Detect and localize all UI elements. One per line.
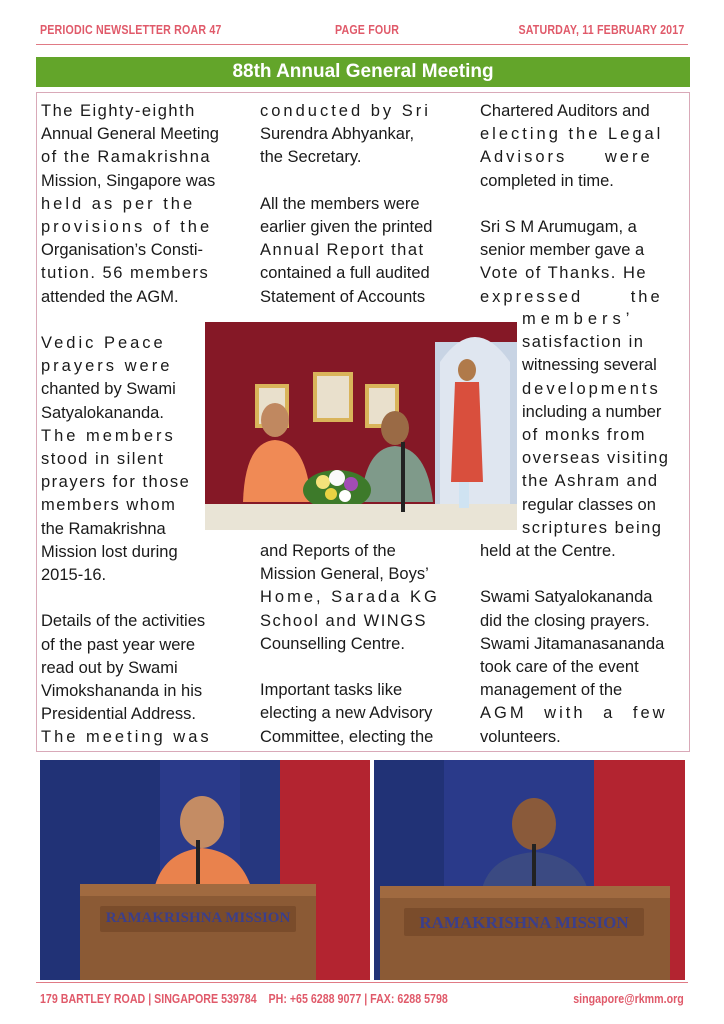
- text-line: the Secretary.: [260, 148, 362, 167]
- text-line: Mission lost during: [41, 542, 178, 561]
- text-line: witnessing several: [522, 356, 657, 375]
- text-line: members whom: [41, 496, 177, 515]
- text-line: The Eighty-eighth: [41, 102, 196, 120]
- text-line: held at the Centre.: [480, 542, 616, 560]
- text-line: Satyalokananda.: [41, 403, 164, 422]
- text-line: the Ramakrishna: [41, 519, 166, 538]
- text-line: The meeting was: [41, 728, 212, 747]
- article-column-3-bottom: [480, 540, 684, 749]
- podium-sign-right: RAMAKRISHNA MISSION: [419, 913, 629, 932]
- podium-sign-left: RAMAKRISHNA MISSION: [105, 910, 291, 926]
- text-line: Statement of Accounts: [260, 287, 426, 306]
- text-line: prayers for those: [41, 473, 191, 492]
- footer-contact: [40, 991, 448, 1006]
- text-line: The members: [41, 426, 176, 445]
- text-line: Mission General, Boys’: [260, 565, 429, 584]
- text-line: Sri S M Arumugam, a: [480, 218, 637, 236]
- text-line: and Reports of the: [260, 542, 396, 560]
- text-line: Counselling Centre.: [260, 634, 405, 653]
- footer-divider: [36, 982, 688, 983]
- text-line: Annual Report that: [260, 241, 425, 260]
- text-line: Vote of Thanks. He: [480, 264, 648, 283]
- text-line: read out by Swami: [41, 658, 178, 677]
- text-line: developments: [522, 379, 661, 398]
- text-line: Chartered Auditors and: [480, 102, 650, 120]
- text-line: of monks from: [522, 426, 647, 445]
- text-line: members’: [522, 310, 635, 328]
- footer-address: 179 BARTLEY ROAD | SINGAPORE 539784: [40, 991, 257, 1006]
- text-line: electing a new Advisory: [260, 704, 433, 723]
- text-line: the Ashram and: [522, 472, 659, 491]
- text-line: Surendra Abhyankar,: [260, 125, 415, 144]
- page-title: 88th Annual General Meeting: [36, 57, 690, 87]
- text-line: took care of the event: [480, 658, 639, 676]
- text-line: tution. 56 members: [41, 264, 210, 283]
- text-line: chanted by Swami: [41, 380, 176, 399]
- text-line: School and WINGS: [260, 611, 428, 630]
- text-line: Vedic Peace: [41, 334, 166, 353]
- text-line: Organisation’s Consti-: [41, 241, 204, 260]
- text-line: Mission, Singapore was: [41, 171, 216, 190]
- text-line: Home, Sarada KG: [260, 588, 440, 607]
- text-line: Swami Satyalokananda: [480, 588, 653, 607]
- text-line: contained a full audited: [260, 264, 430, 283]
- agm-head-table-photo: [205, 322, 517, 530]
- text-line: stood in silent: [41, 450, 165, 469]
- article-column-3-top: [480, 100, 684, 309]
- text-line: expressed the: [480, 287, 663, 306]
- article-column-3-wrap: [522, 308, 684, 540]
- text-line: regular classes on: [522, 495, 656, 514]
- speaker-monk-photo: [40, 760, 370, 980]
- text-line: overseas visiting: [522, 449, 670, 468]
- text-line: management of the: [480, 681, 623, 700]
- text-line: Advisors were: [480, 148, 653, 167]
- article-column-2-bottom: [260, 540, 464, 749]
- text-line: including a number: [522, 402, 662, 421]
- text-line: of the Ramakrishna: [41, 148, 212, 167]
- text-line: prayers were: [41, 357, 173, 376]
- text-line: Presidential Address.: [41, 705, 197, 724]
- speaker-member-photo: [374, 760, 685, 980]
- text-line: held as per the: [41, 194, 196, 213]
- text-line: electing the Legal: [480, 125, 664, 144]
- text-line: senior member gave a: [480, 241, 645, 260]
- text-line: Vimokshananda in his: [41, 682, 203, 701]
- page-number-label: PAGE FOUR: [335, 22, 400, 37]
- text-line: All the members were: [260, 194, 420, 213]
- text-line: AGM with a few: [480, 704, 668, 723]
- issue-date-label: SATURDAY, 11 FEBRUARY 2017: [517, 22, 684, 37]
- article-column-2-top: [260, 100, 464, 309]
- newsletter-issue-label: PERIODIC NEWSLETTER ROAR 47: [40, 22, 222, 37]
- header-divider: [36, 44, 688, 45]
- text-line: volunteers.: [480, 727, 561, 746]
- text-line: 2015-16.: [41, 566, 107, 585]
- text-line: Details of the activities: [41, 612, 206, 631]
- text-line: of the past year were: [41, 635, 196, 654]
- text-line: provisions of the: [41, 218, 213, 237]
- text-line: Swami Jitamanasananda: [480, 634, 665, 653]
- footer-phone: PH: +65 6288 9077 | FAX: 6288 5798: [268, 991, 448, 1006]
- text-line: satisfaction in: [522, 333, 645, 352]
- text-line: completed in time.: [480, 171, 614, 190]
- text-line: scriptures being: [522, 518, 663, 537]
- text-line: earlier given the printed: [260, 218, 433, 236]
- text-line: conducted by Sri: [260, 102, 431, 120]
- text-line: did the closing prayers.: [480, 611, 650, 630]
- footer-email-link[interactable]: singapore@rkmm.org: [573, 991, 684, 1006]
- text-line: attended the AGM.: [41, 287, 179, 306]
- text-line: Committee, electing the: [260, 727, 434, 746]
- text-line: Annual General Meeting: [41, 125, 219, 144]
- text-line: Important tasks like: [260, 681, 403, 700]
